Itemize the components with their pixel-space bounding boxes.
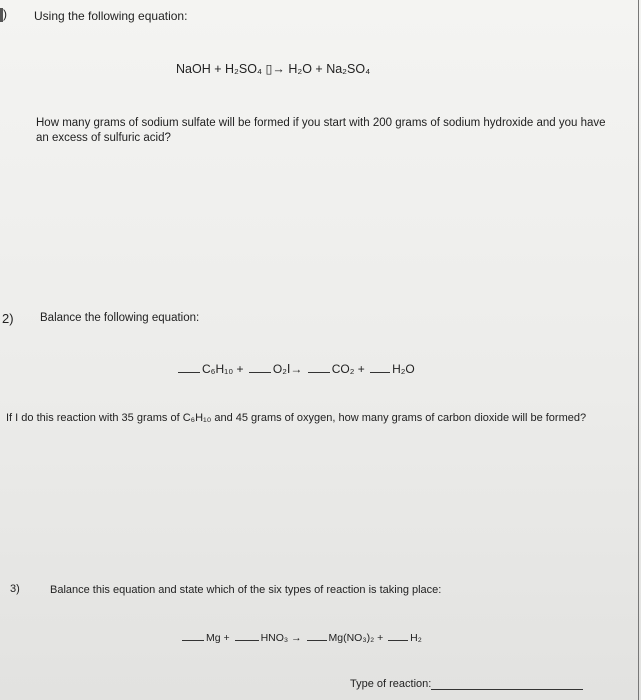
q3-eq-term-2: HNO₃ → [260, 632, 302, 644]
q2-number: 2) [2, 311, 14, 326]
q2-blank-2[interactable] [249, 362, 271, 373]
q2-eq-term-4: H₂O [392, 362, 415, 376]
q3-equation [180, 630, 422, 644]
q2-eq-term-2: O₂Ⅰ→ [272, 362, 303, 376]
q1-number: ) [3, 7, 7, 21]
q3-type-label: Type of reaction: [350, 678, 432, 690]
q3-eq-term-3: Mg(NO₃)₂ + [328, 632, 384, 644]
q3-intro: Balance this equation and state which of the six types of reaction is taking place: [50, 584, 442, 596]
q3-number: 3) [10, 583, 20, 595]
q3-blank-1[interactable] [182, 630, 204, 641]
q2-intro: Balance the following equation: [40, 312, 200, 324]
q1-intro: Using the following equation: [34, 9, 188, 23]
q3-blank-3[interactable] [307, 630, 327, 641]
q3-blank-2[interactable] [235, 630, 259, 641]
q1-question [36, 116, 606, 146]
q1-equation: NaOH + H₂SO₄ ▯→ H₂O + Na₂SO₄ [176, 62, 371, 76]
q3-eq-term-4: H₂ [410, 632, 422, 644]
q2-blank-3[interactable] [308, 362, 330, 373]
q1-question-line1: How many grams of sodium sulfate will be formed if you start with 200 grams of sodium hydroxide and you have [36, 117, 606, 129]
q2-eq-term-3: CO₂ + [331, 362, 365, 376]
page-right-border [638, 0, 639, 700]
q3-blank-4[interactable] [388, 630, 408, 641]
q2-blank-4[interactable] [370, 362, 390, 373]
q2-equation [176, 362, 415, 376]
q2-question: If I do this reaction with 35 grams of C₆H₁₀ and 45 grams of oxygen, how many grams of carbon dioxide will be formed? [6, 412, 587, 424]
q3-type-answer-line[interactable] [431, 689, 583, 690]
q2-eq-term-1: C₆H₁₀ + [202, 362, 244, 376]
q2-blank-1[interactable] [178, 362, 200, 373]
q1-question-line2: an excess of sulfuric acid? [36, 132, 171, 144]
q3-eq-term-1: Mg + [206, 632, 230, 644]
